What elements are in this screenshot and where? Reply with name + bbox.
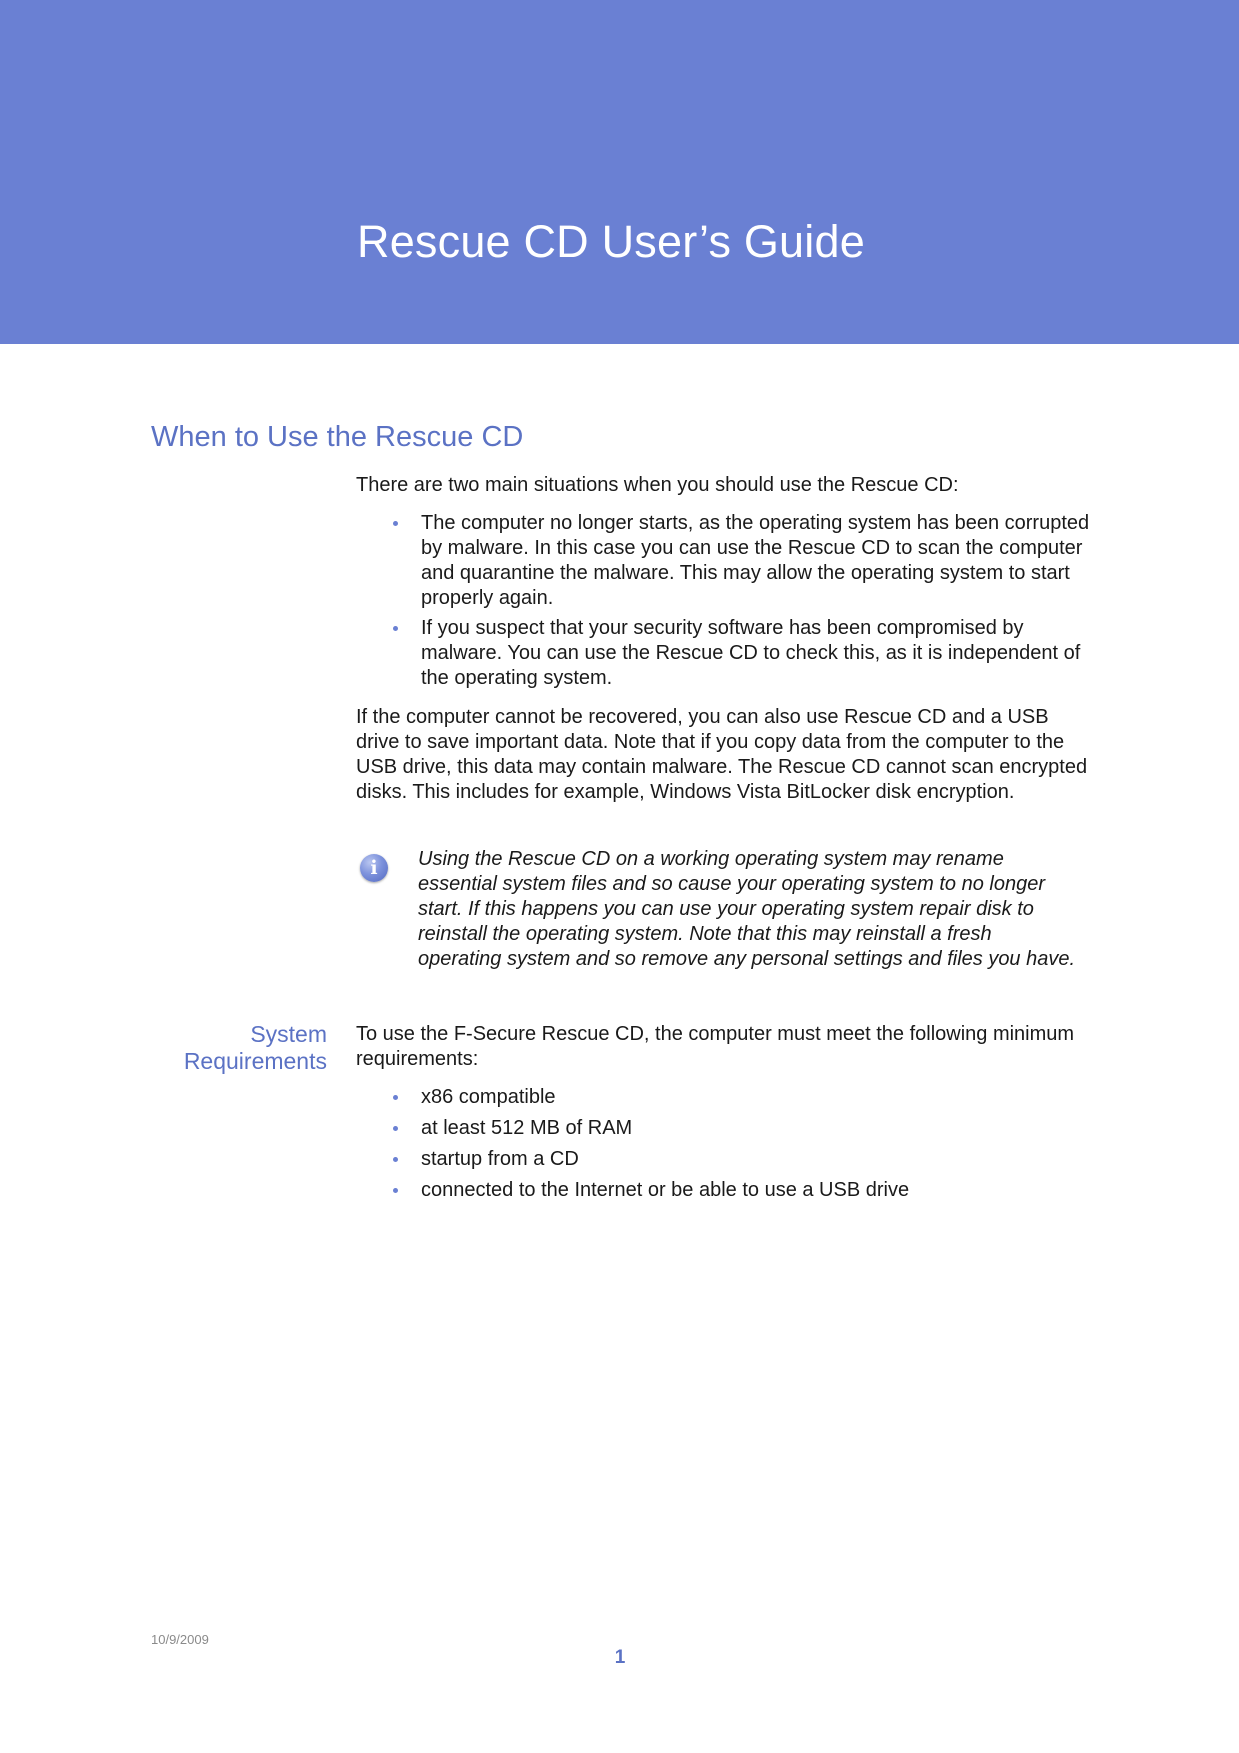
intro-paragraph: There are two main situations when you should use the Rescue CD:: [356, 474, 959, 496]
list-item: [356, 1147, 1091, 1172]
list-item: [356, 1116, 1091, 1141]
list-item-text: x86 compatible: [421, 1086, 556, 1108]
section-heading: When to Use the Rescue CD: [151, 421, 524, 453]
recovery-paragraph: If the computer cannot be recovered, you can also use Rescue CD and a USB drive to save important data. Note that if you copy data from the computer to the USB drive, this data may contain malware. The Rescue CD cannot scan encrypted disks. This includes for example, Windows Vista BitLocker disk encryption.: [356, 706, 1088, 803]
list-item-text: If you suspect that your security software has been compromised by malware. You can use the Rescue CD to check this, as it is independent of the operating system.: [421, 617, 1081, 689]
system-requirements-label: [120, 1021, 327, 1075]
list-item-text: startup from a CD: [421, 1148, 579, 1170]
bullet-dot-icon: [393, 521, 398, 526]
side-label-line-1: System: [250, 1021, 327, 1047]
info-icon: i: [360, 854, 388, 882]
list-item: [356, 511, 1091, 611]
list-item-text: at least 512 MB of RAM: [421, 1117, 633, 1139]
bullet-dot-icon: [393, 1095, 398, 1100]
requirements-intro: To use the F-Secure Rescue CD, the computer must meet the following minimum requirements:: [356, 1023, 1075, 1070]
note-text: Using the Rescue CD on a working operating system may rename essential system files and so cause your operating system to no longer start. If this happens you can use your operating system repair disk to reinstall the operating system. Note that this may reinstall a fresh operating system and so remove any personal settings and files you have.: [418, 848, 1076, 970]
footer-date: 10/9/2009: [151, 1632, 209, 1647]
bullet-dot-icon: [393, 1126, 398, 1131]
list-item-text: The computer no longer starts, as the operating system has been corrupted by malware. In this case you can use the Rescue CD to scan the computer and quarantine the malware. This may allow the operating system to start properly again.: [421, 512, 1090, 609]
list-item: [356, 1178, 1091, 1203]
situations-list: [356, 511, 1091, 696]
page-number: 1: [614, 1647, 626, 1668]
bullet-dot-icon: [393, 1188, 398, 1193]
list-item-text: connected to the Internet or be able to use a USB drive: [421, 1179, 910, 1201]
title-banner: [0, 0, 1239, 344]
list-item: [356, 616, 1091, 691]
bullet-dot-icon: [393, 626, 398, 631]
list-item: [356, 1085, 1091, 1110]
side-label-line-2: Requirements: [183, 1048, 327, 1074]
requirements-list: [356, 1085, 1091, 1209]
bullet-dot-icon: [393, 1157, 398, 1162]
document-title: Rescue CD User’s Guide: [357, 216, 865, 267]
